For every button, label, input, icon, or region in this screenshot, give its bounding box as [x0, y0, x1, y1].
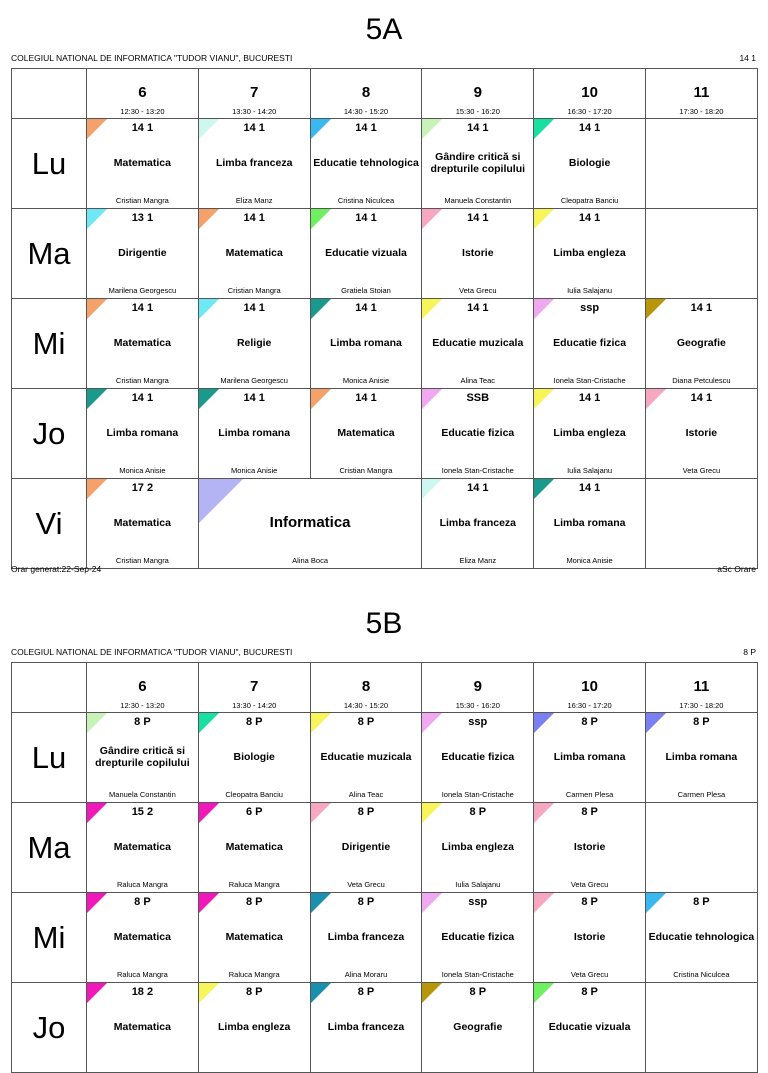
teacher-name: Iulia Salajanu — [567, 466, 613, 475]
schedule-grid — [11, 662, 758, 1073]
home-room-code: 8 P — [743, 647, 756, 657]
period-header-7 — [198, 69, 310, 119]
period-number: 9 — [473, 84, 482, 101]
lesson-cell[interactable] — [198, 389, 310, 479]
room-label: 8 P — [581, 986, 598, 998]
subject-name: Educatie fizica — [553, 337, 627, 349]
lesson-cell[interactable] — [310, 209, 422, 299]
period-header-row — [12, 69, 758, 119]
lesson-cell[interactable] — [198, 893, 310, 983]
room-label: 14 1 — [131, 392, 154, 404]
subject-name: Educatie tehnologica — [648, 931, 755, 943]
room-label: 14 1 — [243, 212, 265, 224]
day-label-cell — [12, 803, 87, 893]
room-label: 8 P — [357, 986, 375, 998]
room-label: 14 1 — [131, 302, 154, 314]
teacher-name: Monica Anisie — [119, 466, 166, 475]
timetable-5b — [0, 604, 768, 1045]
period-header-10 — [534, 663, 646, 713]
period-header-6 — [87, 663, 199, 713]
lesson-cell[interactable] — [198, 299, 310, 389]
room-label: 8 P — [357, 806, 375, 818]
teacher-name: Cristian Mangra — [115, 556, 169, 565]
subject-name: Biologie — [233, 751, 275, 763]
header-corner — [12, 69, 87, 119]
empty-cell — [645, 119, 757, 209]
lesson-cell[interactable] — [87, 299, 199, 389]
teacher-name: Cristina Niculcea — [673, 970, 730, 979]
lesson-cell[interactable] — [422, 389, 534, 479]
lesson-cell[interactable] — [534, 893, 646, 983]
lesson-cell[interactable] — [198, 803, 310, 893]
lesson-cell[interactable] — [87, 389, 199, 479]
subject-name: Limba engleza — [441, 841, 514, 853]
subject-name: Istorie — [573, 931, 606, 943]
room-label: 8 P — [581, 806, 598, 818]
day-row-ma — [12, 803, 758, 893]
period-time: 12:30 - 13:20 — [120, 107, 165, 116]
room-label: 8 P — [693, 716, 710, 728]
period-number: 11 — [693, 84, 710, 101]
teacher-name: Veta Grecu — [570, 880, 609, 889]
teacher-name: Veta Grecu — [459, 286, 497, 295]
room-label: 14 1 — [355, 122, 377, 134]
teacher-name: Alina Moraru — [344, 970, 388, 979]
period-time: 14:30 - 15:20 — [343, 701, 389, 710]
teacher-name: Manuela Constantin — [109, 790, 176, 799]
room-label: 8 P — [693, 896, 710, 908]
subject-name: Limba romana — [665, 751, 738, 763]
subject-name: Dirigentie — [118, 247, 167, 259]
teacher-name: Cristian Mangra — [115, 196, 169, 205]
room-label: 18 2 — [131, 986, 154, 998]
day-row-ma — [12, 209, 758, 299]
room-label: 14 1 — [131, 122, 154, 134]
teacher-name: Iulia Salajanu — [567, 286, 613, 295]
room-label: 14 1 — [690, 302, 713, 314]
teacher-name: Iulia Salajanu — [455, 880, 501, 889]
subject-name: Matematica — [113, 1021, 171, 1033]
lesson-cell[interactable] — [534, 209, 646, 299]
lesson-cell[interactable] — [87, 119, 199, 209]
room-label: 14 1 — [355, 302, 377, 314]
lesson-cell[interactable] — [534, 119, 646, 209]
period-number: 7 — [250, 84, 259, 101]
day-row-lu — [12, 713, 758, 803]
subject-name: Educatie muzicala — [320, 751, 412, 763]
lesson-cell[interactable] — [310, 893, 422, 983]
subject-name: Geografie — [453, 1021, 503, 1033]
period-header-10 — [534, 69, 646, 119]
lesson-cell[interactable] — [87, 209, 199, 299]
day-label-cell — [12, 119, 87, 209]
lesson-cell[interactable] — [310, 983, 422, 1073]
period-header-8 — [310, 69, 422, 119]
day-row-lu — [12, 119, 758, 209]
period-time: 12:30 - 13:20 — [120, 701, 165, 710]
day-label: Jo — [32, 1009, 66, 1045]
subject-name: Limba engleza — [218, 1021, 291, 1033]
teacher-name: Carmen Plesa — [677, 790, 726, 799]
lesson-cell[interactable] — [422, 983, 534, 1073]
teacher-name: Alina Teac — [348, 790, 384, 799]
room-label: 8 P — [245, 986, 263, 998]
timetable-title: 5A — [365, 13, 403, 46]
period-header-6 — [87, 69, 199, 119]
room-label: 14 1 — [355, 392, 377, 404]
teacher-name: Cristian Mangra — [115, 376, 169, 385]
teacher-name: Alina Boca — [292, 556, 329, 565]
school-name: COLEGIUL NATIONAL DE INFORMATICA "TUDOR VIANU", BUCURESTI — [11, 53, 293, 63]
subject-name: Istorie — [573, 841, 606, 853]
school-name: COLEGIUL NATIONAL DE INFORMATICA "TUDOR VIANU", BUCURESTI — [11, 647, 293, 657]
day-row-jo — [12, 389, 758, 479]
period-number: 6 — [138, 84, 147, 101]
period-time: 17:30 - 18:20 — [679, 107, 724, 116]
header-corner — [12, 663, 87, 713]
lesson-cell[interactable] — [645, 389, 757, 479]
period-header-9 — [422, 663, 534, 713]
period-header-11 — [645, 663, 757, 713]
room-label: 8 P — [357, 896, 375, 908]
subject-name: Educatie vizuala — [548, 1021, 631, 1033]
day-label-cell — [12, 209, 87, 299]
day-label: Lu — [31, 739, 67, 775]
period-number: 10 — [581, 84, 598, 101]
teacher-name: Monica Anisie — [342, 376, 390, 385]
day-label: Ma — [27, 829, 71, 865]
period-header-11 — [645, 69, 757, 119]
teacher-name: Monica Anisie — [231, 466, 278, 475]
day-label-cell — [12, 479, 87, 569]
generated-date: Orar generat:22-Sep-24 — [11, 564, 102, 574]
room-label: 14 1 — [243, 392, 265, 404]
subject-name: Matematica — [337, 427, 395, 439]
teacher-name: Alina Teac — [460, 376, 496, 385]
schedule-grid — [11, 68, 758, 569]
subject-name: Geografie — [676, 337, 726, 349]
subject-name: Educatie fizica — [441, 751, 515, 763]
day-label: Mi — [32, 919, 66, 955]
lesson-cell[interactable] — [310, 389, 422, 479]
period-time: 16:30 - 17:20 — [567, 107, 612, 116]
lesson-cell[interactable] — [87, 479, 199, 569]
period-time: 13:30 - 14:20 — [232, 701, 277, 710]
lesson-cell[interactable] — [198, 119, 310, 209]
day-label-cell — [12, 713, 87, 803]
day-label: Ma — [27, 235, 71, 271]
home-room-code: 14 1 — [739, 53, 756, 63]
room-label: 14 1 — [467, 122, 489, 134]
subject-name: Matematica — [225, 931, 283, 943]
teacher-name: Ionela Stan-Cristache — [441, 790, 514, 799]
room-label: 6 P — [245, 806, 263, 818]
room-label: 8 P — [134, 716, 151, 728]
period-time: 14:30 - 15:20 — [343, 107, 389, 116]
generator-credit: aSc Orare — [717, 564, 756, 574]
subject-name: Limba romana — [553, 517, 626, 529]
lesson-cell[interactable] — [87, 893, 199, 983]
lesson-cell[interactable] — [87, 803, 199, 893]
subject-name: Educatie vizuala — [325, 247, 407, 259]
lesson-cell[interactable] — [422, 119, 534, 209]
subject-name: Matematica — [113, 517, 171, 529]
room-label: 14 1 — [578, 392, 601, 404]
subject-name: Dirigentie — [341, 841, 391, 853]
teacher-name: Eliza Manz — [235, 196, 273, 205]
day-label: Jo — [32, 415, 66, 451]
subject-name: Limba franceza — [439, 517, 517, 529]
period-header-8 — [310, 663, 422, 713]
day-label-cell — [12, 389, 87, 479]
subject-name: Matematica — [113, 841, 171, 853]
subject-name: Matematica — [113, 931, 171, 943]
lesson-cell[interactable] — [198, 209, 310, 299]
teacher-name: Ionela Stan-Cristache — [553, 376, 626, 385]
subject-name: Istorie — [462, 247, 494, 259]
period-header-7 — [198, 663, 310, 713]
room-label: ssp — [580, 302, 600, 314]
subject-name: Matematica — [113, 157, 171, 169]
room-label: 13 1 — [131, 212, 154, 224]
teacher-name: Ionela Stan-Cristache — [441, 970, 514, 979]
lesson-cell[interactable] — [422, 713, 534, 803]
room-label: 8 P — [469, 986, 487, 998]
subject-name: Limba romana — [330, 337, 402, 349]
subject-name: Educatie fizica — [441, 931, 515, 943]
room-label: 8 P — [357, 716, 375, 728]
teacher-name: Eliza Manz — [459, 556, 497, 565]
room-label: 8 P — [245, 896, 263, 908]
room-label: 8 P — [469, 806, 487, 818]
period-number: 7 — [250, 678, 259, 695]
teacher-name: Marilena Georgescu — [108, 286, 177, 295]
period-time: 15:30 - 16:20 — [455, 701, 500, 710]
empty-cell — [645, 209, 757, 299]
lesson-cell[interactable] — [422, 893, 534, 983]
lesson-cell[interactable] — [534, 299, 646, 389]
subject-name: Gândire critică si drepturile copilului — [430, 151, 526, 175]
room-label: 14 1 — [690, 392, 713, 404]
lesson-cell[interactable] — [87, 713, 199, 803]
lesson-cell[interactable] — [534, 713, 646, 803]
teacher-name: Manuela Constantin — [444, 196, 512, 205]
lesson-cell[interactable] — [645, 299, 757, 389]
teacher-name: Cleopatra Banciu — [225, 790, 283, 799]
day-row-jo — [12, 983, 758, 1073]
room-label: ssp — [468, 896, 488, 908]
day-label-cell — [12, 983, 87, 1073]
teacher-name: Raluca Mangra — [116, 970, 168, 979]
room-label: 14 1 — [467, 302, 489, 314]
day-row-vi — [12, 479, 758, 569]
room-label: 14 1 — [578, 122, 601, 134]
lesson-cell[interactable] — [534, 983, 646, 1073]
teacher-name: Ionela Stan-Cristache — [441, 466, 514, 475]
day-row-mi — [12, 893, 758, 983]
subject-name: Religie — [236, 337, 272, 349]
period-number: 8 — [361, 678, 371, 695]
room-label: ssp — [468, 716, 488, 728]
lesson-cell[interactable] — [422, 209, 534, 299]
empty-cell — [645, 479, 757, 569]
lesson-cell[interactable] — [87, 983, 199, 1073]
subject-name: Istorie — [685, 427, 718, 439]
subject-name: Limba franceza — [327, 931, 405, 943]
lesson-cell[interactable] — [534, 803, 646, 893]
day-label-cell — [12, 299, 87, 389]
subject-name: Limba romana — [218, 427, 291, 439]
lesson-cell[interactable] — [534, 389, 646, 479]
lesson-cell[interactable] — [422, 299, 534, 389]
subject-name: Matematica — [225, 247, 283, 259]
empty-cell — [645, 983, 757, 1073]
room-label: 14 1 — [243, 302, 265, 314]
subject-name: Educatie muzicala — [432, 337, 524, 349]
day-label: Vi — [35, 505, 63, 541]
lesson-cell[interactable] — [534, 479, 646, 569]
room-label: 15 2 — [131, 806, 154, 818]
lesson-cell[interactable] — [310, 299, 422, 389]
day-label: Lu — [31, 145, 67, 181]
lesson-cell[interactable] — [645, 893, 757, 983]
timetable-title: 5B — [365, 607, 403, 640]
period-number: 9 — [473, 678, 482, 695]
subject-name: Educatie fizica — [441, 427, 515, 439]
period-number: 10 — [581, 678, 598, 695]
period-number: 6 — [138, 678, 147, 695]
period-time: 16:30 - 17:20 — [567, 701, 612, 710]
day-label-cell — [12, 893, 87, 983]
teacher-name: Cristina Niculcea — [337, 196, 395, 205]
teacher-name: Carmen Plesa — [565, 790, 614, 799]
period-number: 8 — [361, 84, 371, 101]
room-label: 8 P — [581, 716, 598, 728]
subject-name: Matematica — [225, 841, 283, 853]
lesson-cell[interactable] — [198, 713, 310, 803]
room-label: 14 1 — [243, 122, 265, 134]
period-time: 15:30 - 16:20 — [455, 107, 500, 116]
day-label: Mi — [32, 325, 66, 361]
period-number: 11 — [693, 678, 710, 695]
lesson-cell[interactable] — [310, 119, 422, 209]
teacher-name: Raluca Mangra — [228, 970, 280, 979]
subject-name: Matematica — [113, 337, 171, 349]
lesson-cell[interactable] — [310, 803, 422, 893]
lesson-cell[interactable] — [422, 803, 534, 893]
lesson-cell[interactable] — [198, 983, 310, 1073]
teacher-name: Gratiela Stoian — [341, 286, 391, 295]
subject-name: Limba franceza — [327, 1021, 405, 1033]
period-header-9 — [422, 69, 534, 119]
room-label: 14 1 — [467, 482, 489, 494]
period-time: 17:30 - 18:20 — [679, 701, 724, 710]
period-header-row — [12, 663, 758, 713]
room-label: 8 P — [581, 896, 598, 908]
period-time: 13:30 - 14:20 — [232, 107, 277, 116]
subject-name: Limba romana — [106, 427, 179, 439]
subject-name: Biologie — [568, 157, 611, 169]
teacher-name: Monica Anisie — [566, 556, 613, 565]
room-label: 14 1 — [578, 212, 601, 224]
subject-name: Limba engleza — [553, 427, 626, 439]
teacher-name: Marilena Georgescu — [220, 376, 288, 385]
lesson-cell[interactable] — [310, 713, 422, 803]
room-label: 17 2 — [131, 482, 154, 494]
teacher-name: Diana Petculescu — [672, 376, 731, 385]
timetable-5a — [0, 10, 768, 585]
teacher-name: Cleopatra Banciu — [560, 196, 619, 205]
subject-name: Informatica — [269, 514, 351, 531]
subject-name: Limba engleza — [553, 247, 626, 259]
subject-name: Limba franceza — [215, 157, 293, 169]
teacher-name: Cristian Mangra — [339, 466, 393, 475]
room-label: 14 1 — [467, 212, 489, 224]
teacher-name: Veta Grecu — [570, 970, 609, 979]
subject-name: Educatie tehnologica — [313, 157, 419, 169]
subject-name: Gândire critică si drepturile copilului — [95, 745, 190, 769]
teacher-name: Raluca Mangra — [116, 880, 168, 889]
teacher-name: Raluca Mangra — [228, 880, 280, 889]
room-label: 14 1 — [355, 212, 377, 224]
teacher-name: Veta Grecu — [347, 880, 385, 889]
room-label: 8 P — [134, 896, 151, 908]
lesson-cell[interactable] — [422, 479, 534, 569]
lesson-cell[interactable] — [198, 479, 422, 569]
room-label: 8 P — [245, 716, 263, 728]
day-row-mi — [12, 299, 758, 389]
empty-cell — [645, 803, 757, 893]
room-label: 14 1 — [578, 482, 601, 494]
room-label: SSB — [466, 392, 490, 404]
subject-name: Limba romana — [553, 751, 626, 763]
teacher-name: Veta Grecu — [682, 466, 721, 475]
teacher-name: Cristian Mangra — [227, 286, 281, 295]
lesson-cell[interactable] — [645, 713, 757, 803]
